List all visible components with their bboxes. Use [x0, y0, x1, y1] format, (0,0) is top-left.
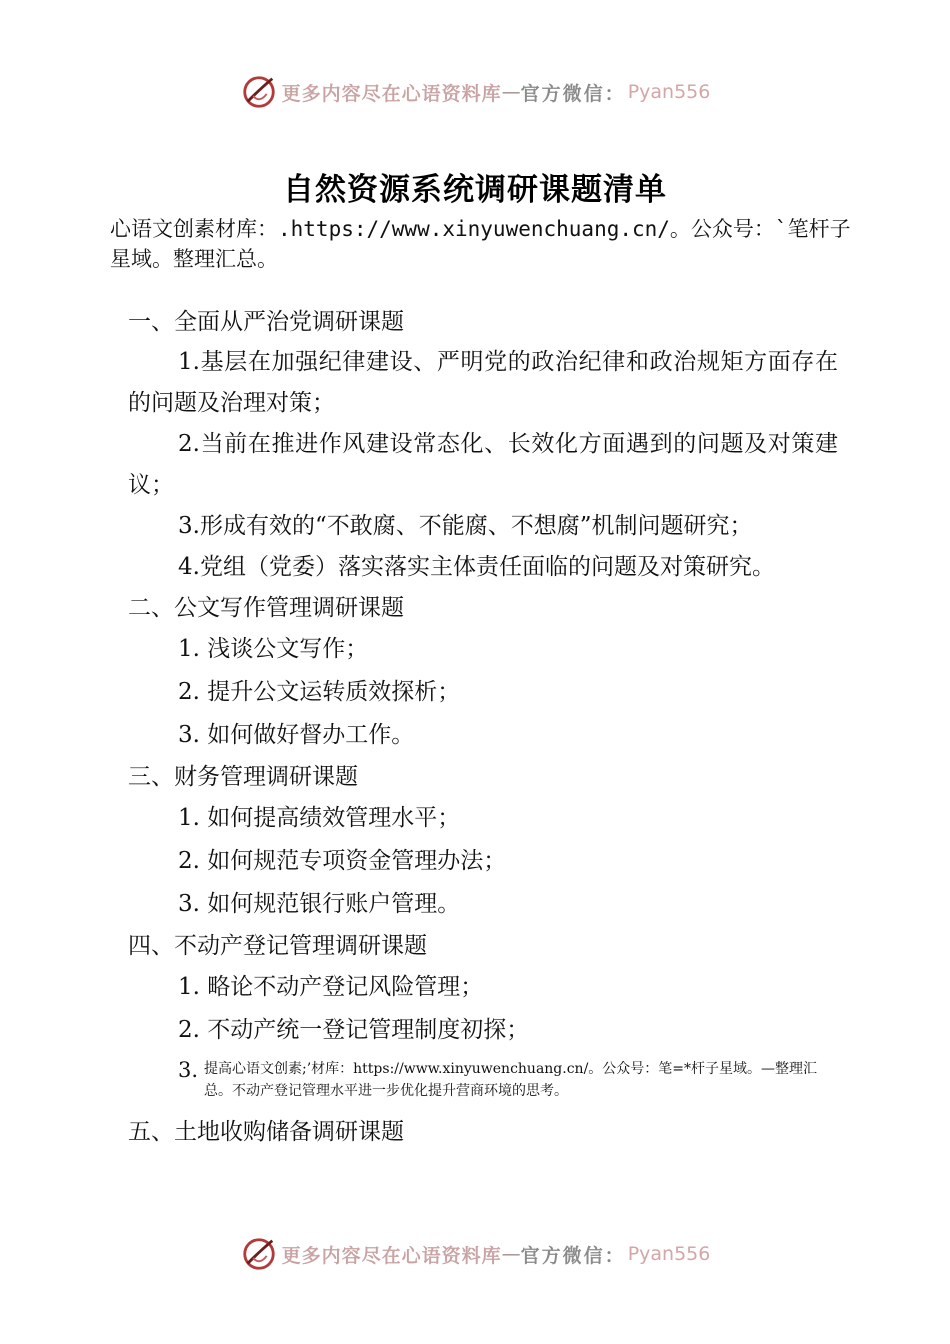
- list-item: 3. 如何做好督办工作。: [178, 722, 415, 748]
- list-item: 2. 如何规范专项资金管理办法；: [178, 848, 507, 874]
- brush-logo-icon: [240, 1235, 278, 1273]
- list-item: 1. 如何提高绩效管理水平；: [178, 805, 461, 831]
- list-item-small: [128, 1058, 838, 1102]
- banner-dash: —: [501, 1243, 521, 1265]
- section-heading: 四、不动产登记管理调研课题: [128, 933, 427, 959]
- source-note: 心语文创素材库：.https://www.xinyuwenchuang.cn/。公众号：`笔杆子星域。整理汇总。: [110, 217, 851, 271]
- banner-wechat-label: 官方微信：: [520, 82, 626, 105]
- page-title: 自然资源系统调研课题清单: [283, 172, 667, 208]
- list-item: 3. 如何规范银行账户管理。: [178, 891, 461, 917]
- list-item: 1. 略论不动产登记风险管理；: [178, 974, 484, 1000]
- list-item: 2. 提升公文运转质效探析；: [178, 679, 461, 705]
- document-body: [128, 302, 838, 1152]
- banner-wechat-id: Pyan556: [627, 1243, 711, 1265]
- banner-text: 更多内容尽在心语资料库: [281, 1244, 502, 1267]
- list-item: 1. 浅谈公文写作；: [178, 636, 369, 662]
- section-heading: 五、土地收购储备调研课题: [128, 1119, 404, 1145]
- banner-dash: —: [501, 81, 521, 103]
- list-item: 2. 不动产统一登记管理制度初探；: [178, 1017, 530, 1043]
- banner-text: 更多内容尽在心语资料库: [281, 82, 502, 105]
- list-item: 4.党组（党委）落实落实主体责任面临的问题及对策研究。: [178, 554, 775, 580]
- section-heading: 二、公文写作管理调研课题: [128, 595, 404, 621]
- section-heading: 一、全面从严治党调研课题: [128, 309, 404, 335]
- list-item-text: 提高心语文创素;’材库：https://www.xinyuwenchuang.cn/。公众号：笔=*杆子星域。—整理汇总。不动产登记管理水平进一步优化提升营商环境的思考。: [204, 1061, 818, 1099]
- bottom-banner: [0, 1232, 950, 1276]
- banner-wechat-id: Pyan556: [627, 81, 711, 103]
- list-item: 2.当前在推进作风建设常态化、长效化方面遇到的问题及对策建议；: [128, 431, 838, 498]
- list-item-number: 3.: [178, 1058, 199, 1082]
- section-heading: 三、财务管理调研课题: [128, 764, 358, 790]
- top-banner: [0, 70, 950, 114]
- banner-wechat-label: 官方微信：: [520, 1244, 626, 1267]
- brush-logo-icon: [240, 73, 278, 111]
- list-item: 3.形成有效的“不敢腐、不能腐、不想腐”机制问题研究；: [178, 513, 753, 539]
- list-item: 1.基层在加强纪律建设、严明党的政治纪律和政治规矩方面存在的问题及治理对策；: [128, 349, 838, 416]
